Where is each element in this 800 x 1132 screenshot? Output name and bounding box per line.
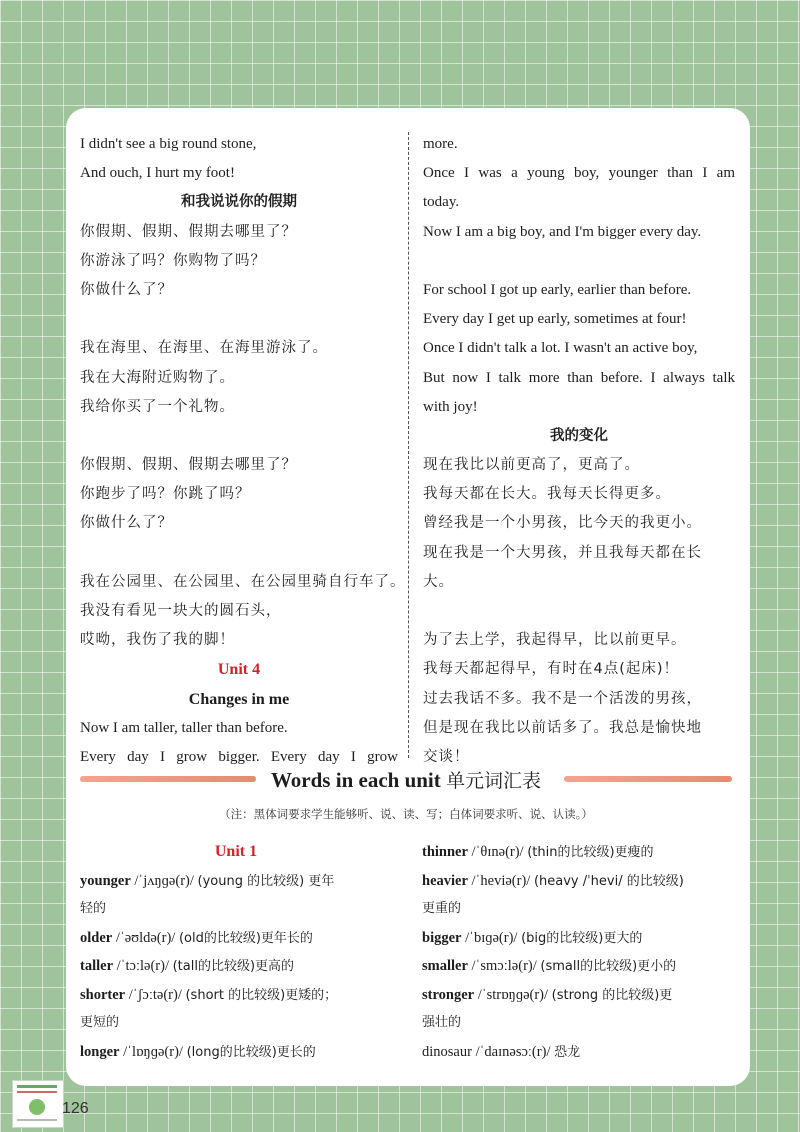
lesson-title: Changes in me [188,690,290,708]
vocab-entry [422,867,734,896]
text-line: 现在我是一个大男孩，并且我每天都在长 [423,544,702,561]
text-line: But now I talk more than before. I always talk [423,369,735,386]
blank-line [80,539,398,568]
chinese-heading: 和我说说你的假期 [181,194,297,211]
vocab-word: dinosaur [422,1043,472,1060]
text-line: today. [423,194,460,211]
vocab-meaning-continuation: 强壮的 [422,1015,462,1030]
text-line: I didn't see a big round stone, [80,136,257,152]
right-text-column [423,130,735,772]
vocab-phonetic: /ˈəʊldə(r)/ [112,929,179,946]
page-number: 126 [62,1100,89,1117]
vocab-meaning: (heavy /ˈhevi/ 的比较级) [533,873,684,889]
text-line: Now I am taller, taller than before. [80,719,288,736]
words-title-cn: 单元词汇表 [446,770,542,792]
column-divider [408,132,409,758]
text-line: 你做什么了？ [80,281,173,298]
vocab-entry [422,952,734,981]
vocab-entry [422,981,734,1010]
vocab-entry [422,1038,734,1067]
vocab-meaning: (long的比较级)更长的 [186,1044,316,1060]
chinese-heading: 我的变化 [550,427,608,444]
text-line: For school I got up early, earlier than before. [423,281,692,298]
text-line: 我给你买了一个礼物。 [80,398,235,415]
vocab-entry [80,867,392,896]
vocab-word: bigger [422,929,462,946]
text-line: 你游泳了吗？你购物了吗？ [80,252,266,269]
text-line: 你假期、假期、假期去哪里了？ [80,457,297,474]
vocab-entry [422,924,734,953]
text-line: 我每天都在长大。我每天长得更多。 [423,486,671,503]
vocab-word: shorter [80,986,126,1003]
text-line: Once I was a young boy, younger than I am [423,165,735,182]
vocab-entry [80,924,392,953]
vocab-word: longer [80,1043,120,1060]
blank-line [423,247,735,276]
text-line: 我在海里、在海里、在海里游泳了。 [80,340,328,357]
vocab-phonetic: /ˈlɒŋɡə(r)/ [119,1043,187,1060]
vocab-word: younger [80,872,131,889]
vocab-meaning: (strong 的比较级)更 [551,987,673,1003]
vocab-entry [422,838,734,867]
vocab-meaning: 恐龙 [554,1044,581,1060]
vocab-meaning: (young 的比较级) 更年 [197,873,335,889]
vocab-phonetic: /ˈʃɔːtə(r)/ [125,986,186,1003]
vocab-unit-heading: Unit 1 [214,843,258,860]
publisher-stamp [12,1080,64,1128]
blank-line [80,305,398,334]
text-line: 我没有看见一块大的圆石头， [80,603,282,619]
text-line: Once I didn't talk a lot. I wasn't an active boy, [423,340,698,357]
vocab-phonetic: /ˈsmɔːlə(r)/ [467,958,541,974]
words-section-title [80,766,732,795]
vocab-entry [80,981,392,1010]
vocab-word: thinner [422,844,468,860]
text-line: with joy! [423,398,478,415]
blank-line [423,597,735,626]
text-line: 过去我话不多。我不是一个活泼的男孩， [423,690,702,707]
text-line: 交谈！ [423,748,470,765]
vocab-entry [80,952,392,981]
vocab-left-column [80,838,392,1066]
vocab-meaning: (small的比较级)更小的 [540,959,677,974]
vocab-phonetic: /ˈbɪɡə(r)/ [461,929,522,946]
vocab-meaning: (big的比较级)更大的 [521,930,643,946]
text-line: 我在大海附近购物了。 [80,369,235,386]
words-title-en: Words in each unit [270,768,441,792]
text-line: Every day I get up early, sometimes at four! [423,311,687,328]
left-text-column [80,130,406,772]
vocab-meaning-continuation: 更短的 [80,1015,120,1030]
text-line: 但是现在我比以前话多了。我总是愉快地 [423,719,702,736]
text-line: Every day I grow bigger. Every day I grow [80,748,398,765]
vocab-word: smaller [422,958,468,974]
text-line: more. [423,136,458,152]
text-line: 你跑步了吗？你跳了吗？ [80,486,251,503]
text-line: 大。 [423,573,454,590]
vocab-phonetic: /ˈjʌŋɡə(r)/ [130,872,198,889]
vocab-phonetic: /ˈdaɪnəsɔː(r)/ [471,1043,555,1060]
text-line: 我在公园里、在公园里、在公园里骑自行车了。 [80,573,406,590]
vocab-phonetic: /ˈheviə(r)/ [467,872,534,889]
vocab-word: stronger [422,986,475,1003]
text-line: Now I am a big boy, and I'm bigger every day. [423,223,702,240]
vocab-meaning: (thin的比较级)更瘦的 [527,845,654,860]
vocab-phonetic: /ˈstrɒŋɡə(r)/ [474,986,552,1003]
words-section-header [80,766,732,794]
vocab-phonetic: /ˈθɪnə(r)/ [467,844,528,860]
vocab-word: heavier [422,872,468,889]
text-line: 曾经我是一个小男孩，比今天的我更小。 [423,515,702,532]
vocab-right-column [422,838,734,1066]
vocab-meaning-continuation: 更重的 [422,901,462,916]
vocab-note: （注：黑体词要求学生能够听、说、读、写；白体词要求听、说、认读。） [219,807,593,821]
vocab-phonetic: /ˈtɔːlə(r)/ [113,958,173,974]
text-line: 你做什么了？ [80,515,173,532]
vocab-meaning: (short 的比较级)更矮的； [185,987,338,1003]
blank-line [80,422,398,451]
vocab-word: taller [80,958,114,974]
vocab-meaning-continuation: 轻的 [80,901,107,916]
vocab-meaning: (old的比较级)更年长的 [178,930,313,946]
text-line: 你假期、假期、假期去哪里了？ [80,223,297,240]
text-line: 现在我比以前更高了，更高了。 [423,457,640,474]
text-line: And ouch, I hurt my foot! [80,165,235,182]
vocab-meaning: (tall的比较级)更高的 [172,959,295,974]
text-line: 为了去上学，我起得早，比以前更早。 [423,632,687,649]
text-line: 我每天都起得早，有时在4点(起床)！ [423,661,680,678]
vocab-word: older [80,929,113,946]
text-line: 哎呦，我伤了我的脚！ [80,632,235,649]
vocab-entry [80,1038,392,1067]
unit-heading: Unit 4 [217,661,261,679]
